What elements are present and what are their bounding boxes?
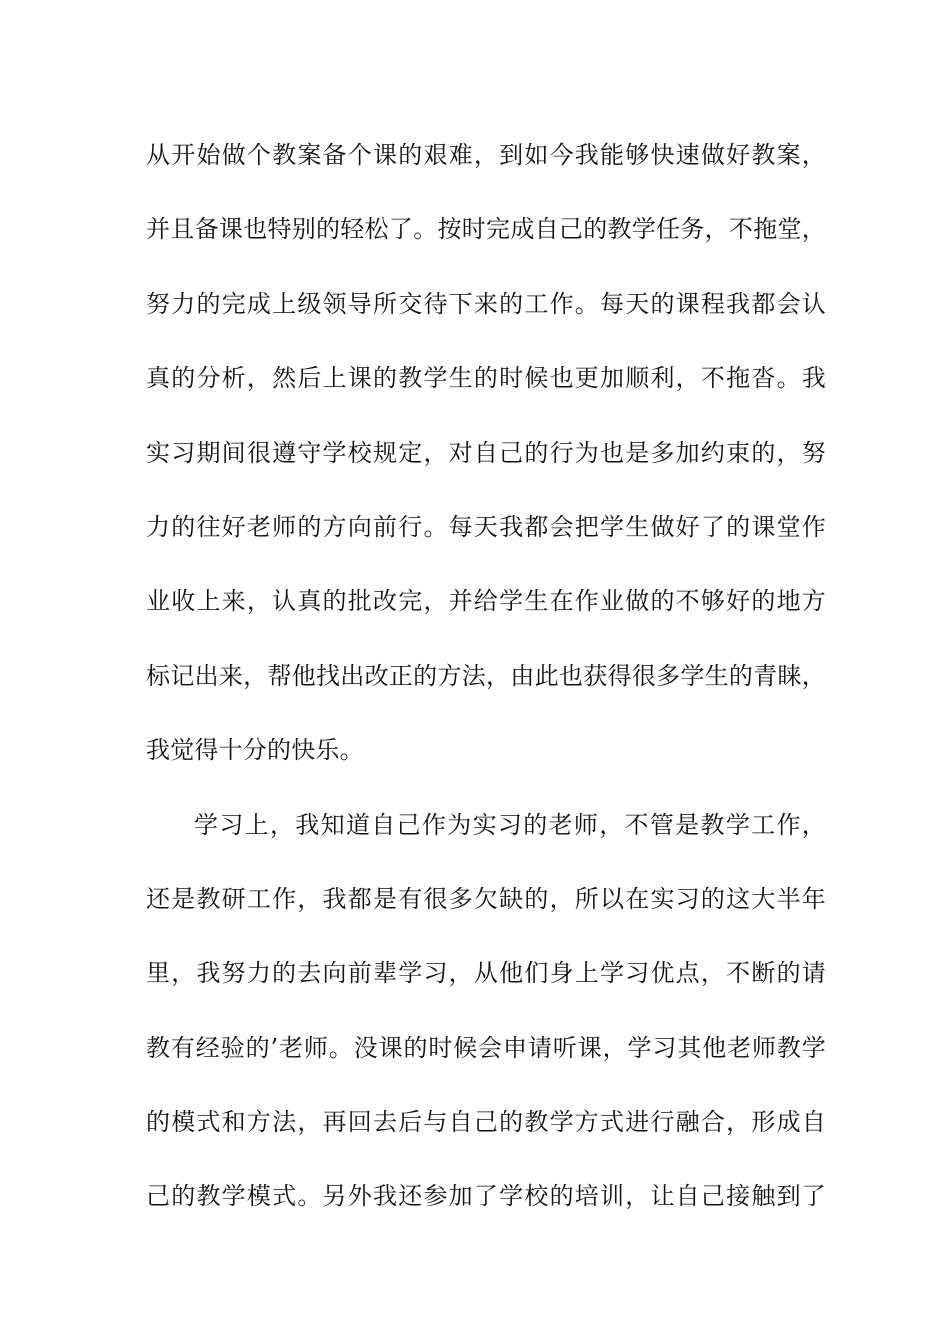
paragraph-1-line-5: 实习期间很遵守学校规定，对自己的行为也是多加约束的，努	[146, 438, 826, 467]
paragraph-1-line-9: 我觉得十分的快乐。	[146, 736, 364, 765]
paragraph-1-line-3: 努力的完成上级领导所交待下来的工作。每天的课程我都会认	[146, 289, 826, 318]
paragraph-2-line-6: 己的教学模式。另外我还参加了学校的培训，让自己接触到了	[146, 1182, 826, 1211]
paragraph-1-line-6: 力的往好老师的方向前行。每天我都会把学生做好了的课堂作	[146, 512, 826, 541]
paragraph-2-line-3: 里，我努力的去向前辈学习，从他们身上学习优点，不断的请	[146, 959, 826, 988]
paragraph-1-line-1: 从开始做个教案备个课的艰难，到如今我能够快速做好教案，	[146, 141, 826, 169]
paragraph-1-line-8: 标记出来，帮他找出改正的方法，由此也获得很多学生的青睐，	[146, 661, 826, 690]
paragraph-2-line-2: 还是教研工作，我都是有很多欠缺的，所以在实习的这大半年	[146, 884, 826, 913]
paragraph-2-line-4: 教有经验的’老师。没课的时候会申请听课，学习其他老师教学	[146, 1033, 826, 1062]
paragraph-1-line-7: 业收上来，认真的批改完，并给学生在作业做的不够好的地方	[146, 587, 826, 616]
paragraph-1-line-4: 真的分析，然后上课的教学生的时候也更加顺利，不拖沓。我	[146, 364, 826, 393]
paragraph-2-line-5: 的模式和方法，再回去后与自己的教学方式进行融合，形成自	[146, 1108, 826, 1137]
paragraph-2-line-1: 学习上，我知道自己作为实习的老师，不管是教学工作，	[194, 810, 826, 839]
document-body	[146, 131, 826, 1247]
paragraph-1-line-2: 并且备课也特别的轻松了。按时完成自己的教学任务，不拖堂，	[146, 215, 826, 244]
